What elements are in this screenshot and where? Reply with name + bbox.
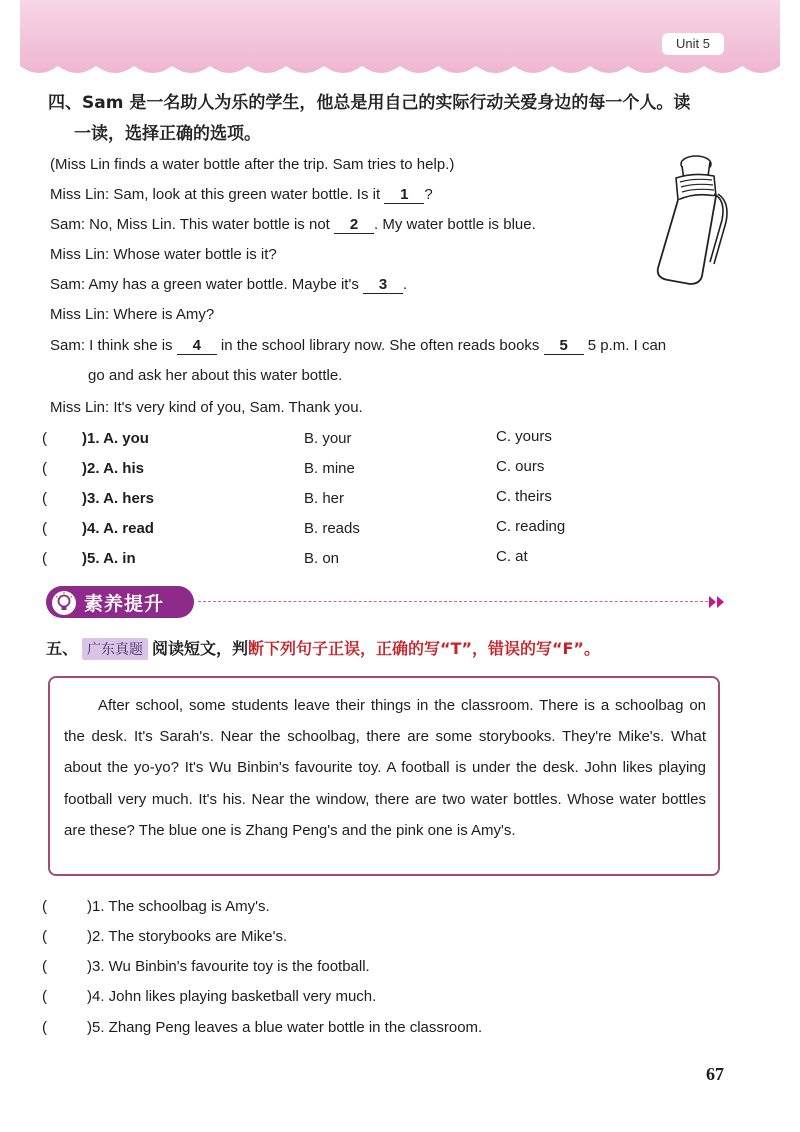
tf-statement <box>42 898 270 915</box>
tf-statement <box>42 958 370 975</box>
dialogue-line-3: Miss Lin: Whose water bottle is it? <box>50 246 277 263</box>
q5-instruction-red: 断下列句子正误，正确的写“T”，错误的写“F”。 <box>248 639 600 658</box>
option-a[interactable]: )5. A. in <box>82 550 136 567</box>
dialogue-text: ? <box>424 186 433 203</box>
option-a[interactable]: )4. A. read <box>82 520 154 537</box>
dialogue-line-1 <box>50 186 433 204</box>
q4-title-line-1: 四、Sam 是一名助人为乐的学生，他总是用自己的实际行动关爱身边的每一个人。读 <box>48 93 691 113</box>
option-b[interactable]: B. reads <box>304 520 360 537</box>
dialogue-text: Sam: No, Miss Lin. This water bottle is not <box>50 216 330 233</box>
section-banner-label: 素养提升 <box>84 593 165 615</box>
blank-1[interactable]: 1 <box>384 186 424 204</box>
dialogue-line-5: Miss Lin: Where is Amy? <box>50 306 215 323</box>
blank-5[interactable]: 5 <box>544 337 584 355</box>
answer-paren[interactable]: ( <box>42 550 47 567</box>
double-chevron-right-icon <box>708 594 728 610</box>
reading-passage: After school, some students leave their things in the classroom. There is a schoolbag on the desk. It's Sarah's. Near the schoolbag, there are some storybooks. They're Mike's. What about the yo-yo? It's Wu Binbin's favourite toy. A football is under the desk. John likes playing football very much. It's his. Near the window, there are two water bottles. Whose water bottles are these? The blue one is Zhang Peng's and the pink one is Amy's. <box>64 697 706 839</box>
option-b[interactable]: B. your <box>304 430 352 447</box>
dialogue-intro: (Miss Lin finds a water bottle after the trip. Sam tries to help.) <box>50 156 455 173</box>
tf-statement <box>42 988 376 1005</box>
option-a[interactable]: )3. A. hers <box>82 490 154 507</box>
dialogue-line-8: Miss Lin: It's very kind of you, Sam. Thank you. <box>50 399 363 416</box>
statement-text: )4. John likes playing basketball very much. <box>87 988 377 1005</box>
answer-paren[interactable]: ( <box>42 958 47 975</box>
answer-paren[interactable]: ( <box>42 1019 47 1036</box>
dialogue-text: Sam: I think she is <box>50 337 173 354</box>
dialogue-line-7: go and ask her about this water bottle. <box>88 367 343 384</box>
statement-text: )1. The schoolbag is Amy's. <box>87 898 270 915</box>
tf-statement <box>42 928 287 945</box>
option-c[interactable]: C. reading <box>496 518 566 535</box>
q5-instruction: 阅读短文，判 <box>152 639 249 658</box>
answer-paren[interactable]: ( <box>42 520 47 537</box>
lightbulb-icon <box>50 589 78 617</box>
option-b[interactable]: B. mine <box>304 460 355 477</box>
option-c[interactable]: C. ours <box>496 458 545 475</box>
answer-paren[interactable]: ( <box>42 430 47 447</box>
answer-paren[interactable]: ( <box>42 928 47 945</box>
option-b[interactable]: B. on <box>304 550 340 567</box>
blank-3[interactable]: 3 <box>363 276 403 294</box>
option-c[interactable]: C. theirs <box>496 488 552 505</box>
dialogue-text: Sam: Amy has a green water bottle. Maybe it's <box>50 276 359 293</box>
option-row <box>42 460 662 482</box>
option-c[interactable]: C. yours <box>496 428 552 445</box>
water-bottle-illustration <box>650 150 730 290</box>
option-a[interactable]: )2. A. his <box>82 460 144 477</box>
reading-passage-box <box>48 676 720 876</box>
blank-4[interactable]: 4 <box>177 337 217 355</box>
statement-text: )2. The storybooks are Mike's. <box>87 928 288 945</box>
statement-text: )3. Wu Binbin's favourite toy is the football. <box>87 958 370 975</box>
question-4-title <box>48 88 738 150</box>
banner-dashed-line <box>198 601 708 602</box>
option-row <box>42 490 662 512</box>
answer-paren[interactable]: ( <box>42 988 47 1005</box>
unit-label: Unit 5 <box>662 33 724 55</box>
answer-paren[interactable]: ( <box>42 490 47 507</box>
dialogue-line-4 <box>50 276 407 294</box>
dialogue-line-6 <box>50 337 666 355</box>
option-b[interactable]: B. her <box>304 490 345 507</box>
dialogue-text: Miss Lin: Sam, look at this green water bottle. Is it <box>50 186 381 203</box>
option-row <box>42 520 662 542</box>
dialogue-text: 5 p.m. I can <box>587 337 667 354</box>
dialogue-text: . My water bottle is blue. <box>374 216 536 233</box>
statement-text: )5. Zhang Peng leaves a blue water bottle in the classroom. <box>87 1019 483 1036</box>
dialogue-text: . <box>403 276 408 293</box>
page-number: 67 <box>706 1064 724 1084</box>
option-a[interactable]: )1. A. you <box>82 430 149 447</box>
option-row <box>42 550 662 572</box>
answer-paren[interactable]: ( <box>42 898 47 915</box>
source-tag: 广东真题 <box>82 638 148 660</box>
option-row <box>42 430 662 452</box>
tf-statement <box>42 1019 482 1036</box>
dialogue-line-2 <box>50 216 536 234</box>
q5-prefix: 五、 <box>46 639 79 658</box>
question-5-title <box>46 636 600 660</box>
section-banner <box>46 586 726 618</box>
dialogue-text: in the school library now. She often reads books <box>220 337 540 354</box>
option-c[interactable]: C. at <box>496 548 528 565</box>
answer-paren[interactable]: ( <box>42 460 47 477</box>
q4-title-line-2: 一读，选择正确的选项。 <box>74 124 261 144</box>
blank-2[interactable]: 2 <box>334 216 374 234</box>
